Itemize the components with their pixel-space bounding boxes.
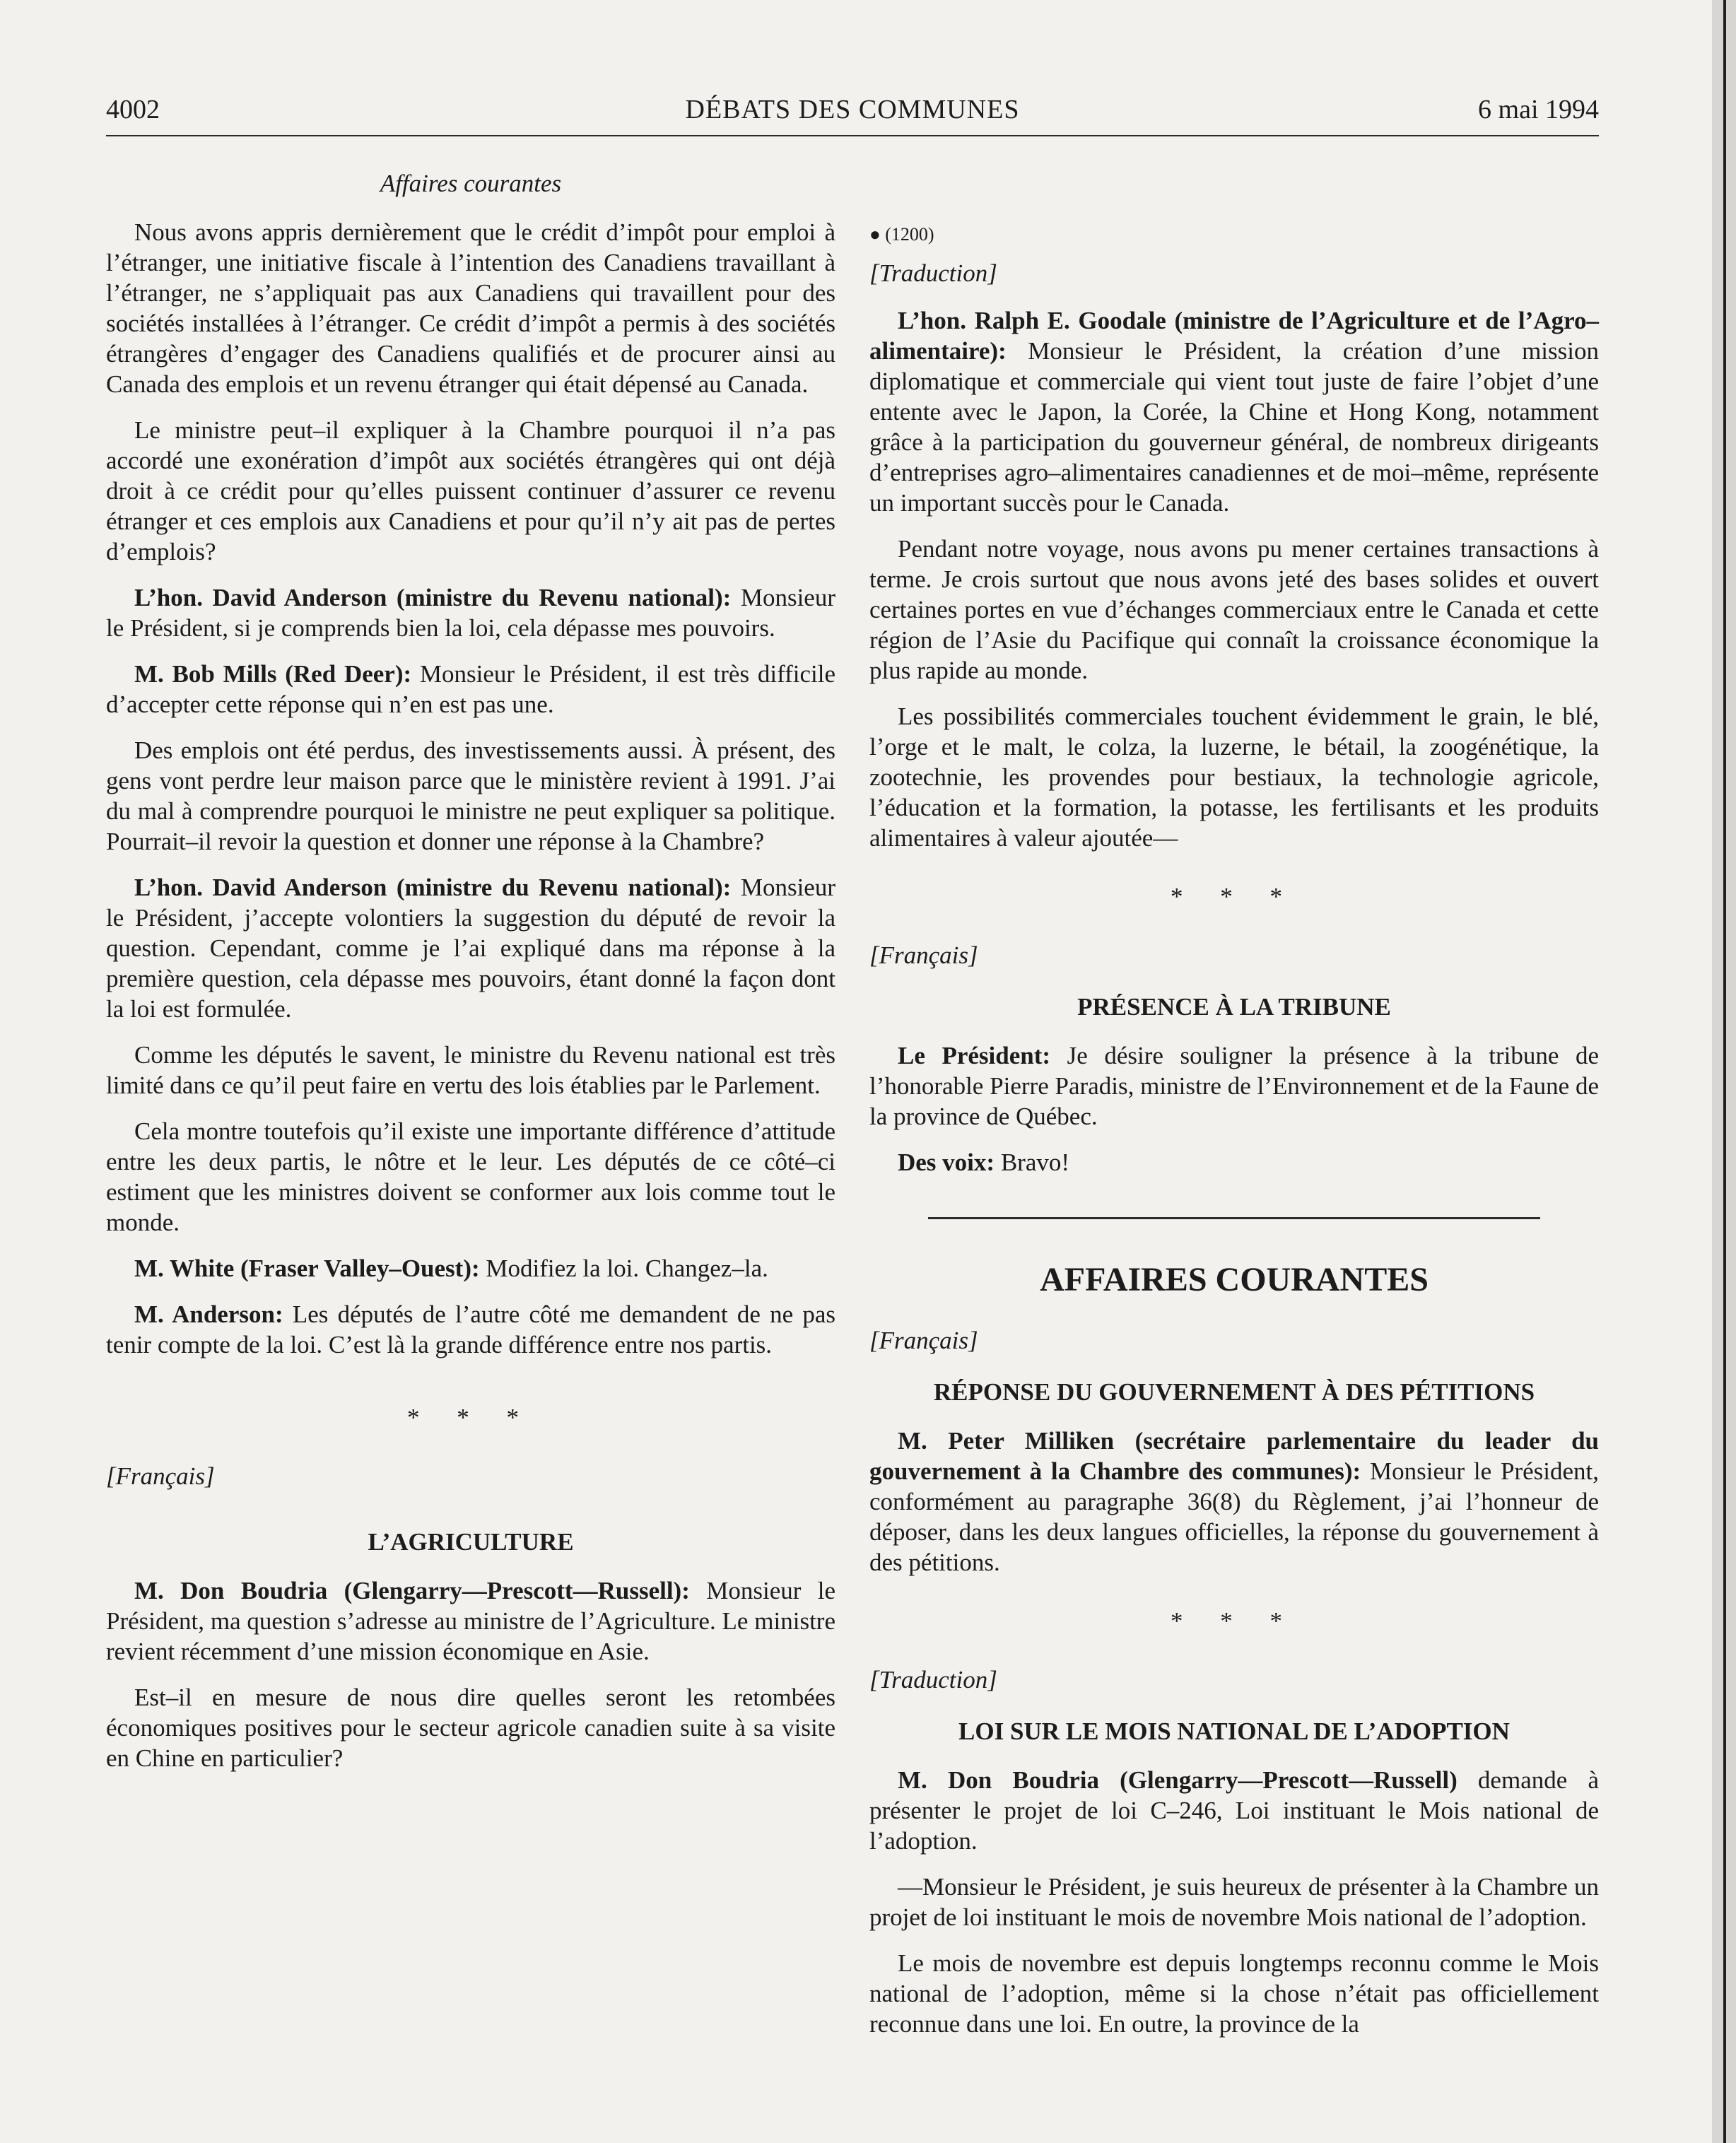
paragraph: —Monsieur le Président, je suis heureux de présenter à la Chambre un projet de loi instituant le mois de novembre Mois national de l’adoption. [869,1873,1599,1931]
language-marker: [Français] [106,1462,215,1490]
rubric-title: AFFAIRES COURANTES [1040,1261,1429,1298]
speech [869,1147,1599,1178]
section-heading: PRÉSENCE À LA TRIBUNE [1077,993,1391,1021]
paragraph: Pendant notre voyage, nous avons pu mener certaines transactions à terme. Je crois surtout que nous avons jeté des bases solides et ouvert certaines portes en vue d’échanges commerciaux entre le Canada et cette région de l’Asie du Pacifique qui connaît la croissance économique la plus rapide au monde. [869,535,1599,684]
speech [869,1765,1599,1856]
paragraph: Nous avons appris dernièrement que le crédit d’impôt pour emploi à l’étranger, une initiative fiscale à l’intention des Canadiens travaillant à l’étranger, ne s’appliquait pas aux Canadiens qui travaillent pour des sociétés installées à l’étranger. Ce crédit d’impôt a permis à des sociétés étrangères d’engager des Canadiens qualifiés et de procurer ainsi au Canada des emplois et un revenu étranger qui était dépensé au Canada. [106,218,835,398]
speech-text: Monsieur le Président, j’accepte volontiers la suggestion du député de revoir la question. Cependant, comme je l’ai expliqué dans ma réponse à la première question, cela dépasse mes pouvoirs, étant donné la façon dont la loi est formulée. [106,874,835,1023]
speech-text: Monsieur le Président, conformément au paragraphe 36(8) du Règlement, j’ai l’honneur de déposer, dans les deux langues officielles, la réponse du gouvernement à des pétitions. [869,1457,1599,1576]
section-heading: LOI SUR LE MOIS NATIONAL DE L’ADOPTION [958,1718,1510,1745]
speech [106,1253,835,1284]
speech-text: Modifiez la loi. Changez–la. [479,1255,768,1282]
speaker-name: M. Anderson: [134,1301,283,1328]
paragraph: Cela montre toutefois qu’il existe une importante différence d’attitude entre les deux partis, le nôtre et le leur. Les députés de ce côté–ci estiment que les ministres doivent se conformer aux lois comme tout le monde. [106,1117,835,1236]
speaker-name: M. Bob Mills (Red Deer): [134,660,412,688]
speaker-name: Le Président: [898,1042,1051,1069]
paragraph: Le ministre peut–il expliquer à la Chambre pourquoi il n’a pas accordé une exonération d’impôt aux sociétés étrangères qui ont déjà droit à ce crédit pour qu’elles puissent continuer d’assurer ce revenu étranger et ces emplois aux Canadiens et pour qu’il n’y ait pas de pertes d’emplois? [106,416,835,565]
speech-text: Monsieur le Président, la création d’une mission diplomatique et commerciale qui vient tout juste de faire l’objet d’une entente avec le Japon, la Corée, la Chine et Hong Kong, notamment grâce à la participation du gouverneur général, de nombreux dirigeants d’entreprises agro–alimentaires canadiennes et de moi–même, représente un important succès pour le Canada. [869,337,1599,517]
paragraph: Est–il en mesure de nous dire quelles seront les retombées économiques positives pour le secteur agricole canadien suite à sa visite en Chine en particulier? [106,1684,835,1772]
speech [869,1426,1599,1578]
section-separator: * * * [1171,1607,1298,1635]
right-column [869,168,1599,2055]
speech-text: Monsieur le Président, il est très difficile d’accepter cette réponse qui n’en est pas une. [106,660,835,718]
speaker-name: M. Don Boudria (Glengarry—Prescott—Russell): [134,1577,690,1604]
section-separator: * * * [407,1404,534,1431]
section-heading: RÉPONSE DU GOUVERNEMENT À DES PÉTITIONS [933,1378,1535,1406]
speech-text: Je désire souligner la présence à la tribune de l’honorable Pierre Paradis, ministre de l’Environnement et de la Faune de la province de Québec. [869,1042,1599,1130]
speaker-name: M. Peter Milliken (secrétaire parlementaire du leader du gouvernement à la Chambre des communes): [869,1427,1599,1485]
section-rule [928,1217,1540,1219]
page-header [106,94,1599,136]
speech-text: Monsieur le Président, si je comprends bien la loi, cela dépasse mes pouvoirs. [106,584,835,642]
speaker-name: L’hon. Ralph E. Goodale (ministre de l’Agriculture et de l’Agro–alimentaire): [869,307,1599,365]
paragraph: Le mois de novembre est depuis longtemps reconnu comme le Mois national de l’adoption, même si la chose n’était pas officiellement reconnue dans une loi. En outre, la province de la [869,1949,1599,2038]
language-marker: [Traduction] [869,1666,997,1693]
page-edge-line [1723,0,1726,2143]
section-separator: * * * [1171,883,1298,910]
speech [106,1575,835,1667]
speech-text: Les députés de l’autre côté me demandent de ne pas tenir compte de la loi. C’est là la grande différence entre nos partis. [106,1301,836,1358]
paragraph: Des emplois ont été perdus, des investissements aussi. À présent, des gens vont perdre leur maison parce que le ministère revient à 1991. J’ai du mal à comprendre pourquoi le ministre ne peut expliquer sa politique. Pourrait–il revoir la question et donner une réponse à la Chambre? [106,736,835,855]
left-column [106,168,835,1789]
publication-date: 6 mai 1994 [1478,95,1599,124]
speaker-name: L’hon. David Anderson (ministre du Revenu national): [134,874,732,901]
paragraph: Comme les députés le savent, le ministre du Revenu national est très limité dans ce qu’il peut faire en vertu des lois établies par le Parlement. [106,1041,835,1099]
page-number: 4002 [106,95,160,124]
header-rule [106,135,1599,136]
speech [869,1040,1599,1132]
speaker-name: M. White (Fraser Valley–Ouest): [134,1255,480,1282]
speaker-name: M. Don Boudria (Glengarry—Prescott—Russell) [898,1766,1458,1794]
time-marker: ● (1200) [869,224,934,245]
language-marker: [Français] [869,1327,978,1354]
speaker-name: Des voix: [898,1149,995,1176]
speech [106,582,835,643]
speech-text: demande à présenter le projet de loi C–246, Loi instituant le Mois national de l’adoption. [869,1766,1599,1855]
paragraph: Les possibilités commerciales touchent évidemment le grain, le blé, l’orge et le malt, le colza, la luzerne, le bétail, la zoogénétique, la zootechnie, les provendes pour bestiaux, la technologie agricole, l’éducation et la formation, la potasse, les fertilisants et les produits alimentaires à valeur ajoutée— [869,703,1599,852]
speech [106,1299,835,1360]
language-marker: [Français] [869,941,978,969]
speech [869,305,1599,518]
speech [106,872,835,1024]
speech [106,659,835,720]
publication-title: DÉBATS DES COMMUNES [685,95,1020,124]
speech-text: Monsieur le Président, ma question s’adresse au ministre de l’Agriculture. Le ministre revient récemment d’une mission économique en Asie. [106,1577,836,1665]
language-marker: [Traduction] [869,259,997,287]
speaker-name: L’hon. David Anderson (ministre du Revenu national): [134,584,732,611]
section-heading: L’AGRICULTURE [368,1528,574,1556]
running-head: Affaires courantes [380,170,562,197]
speech-text: Bravo! [995,1149,1070,1176]
